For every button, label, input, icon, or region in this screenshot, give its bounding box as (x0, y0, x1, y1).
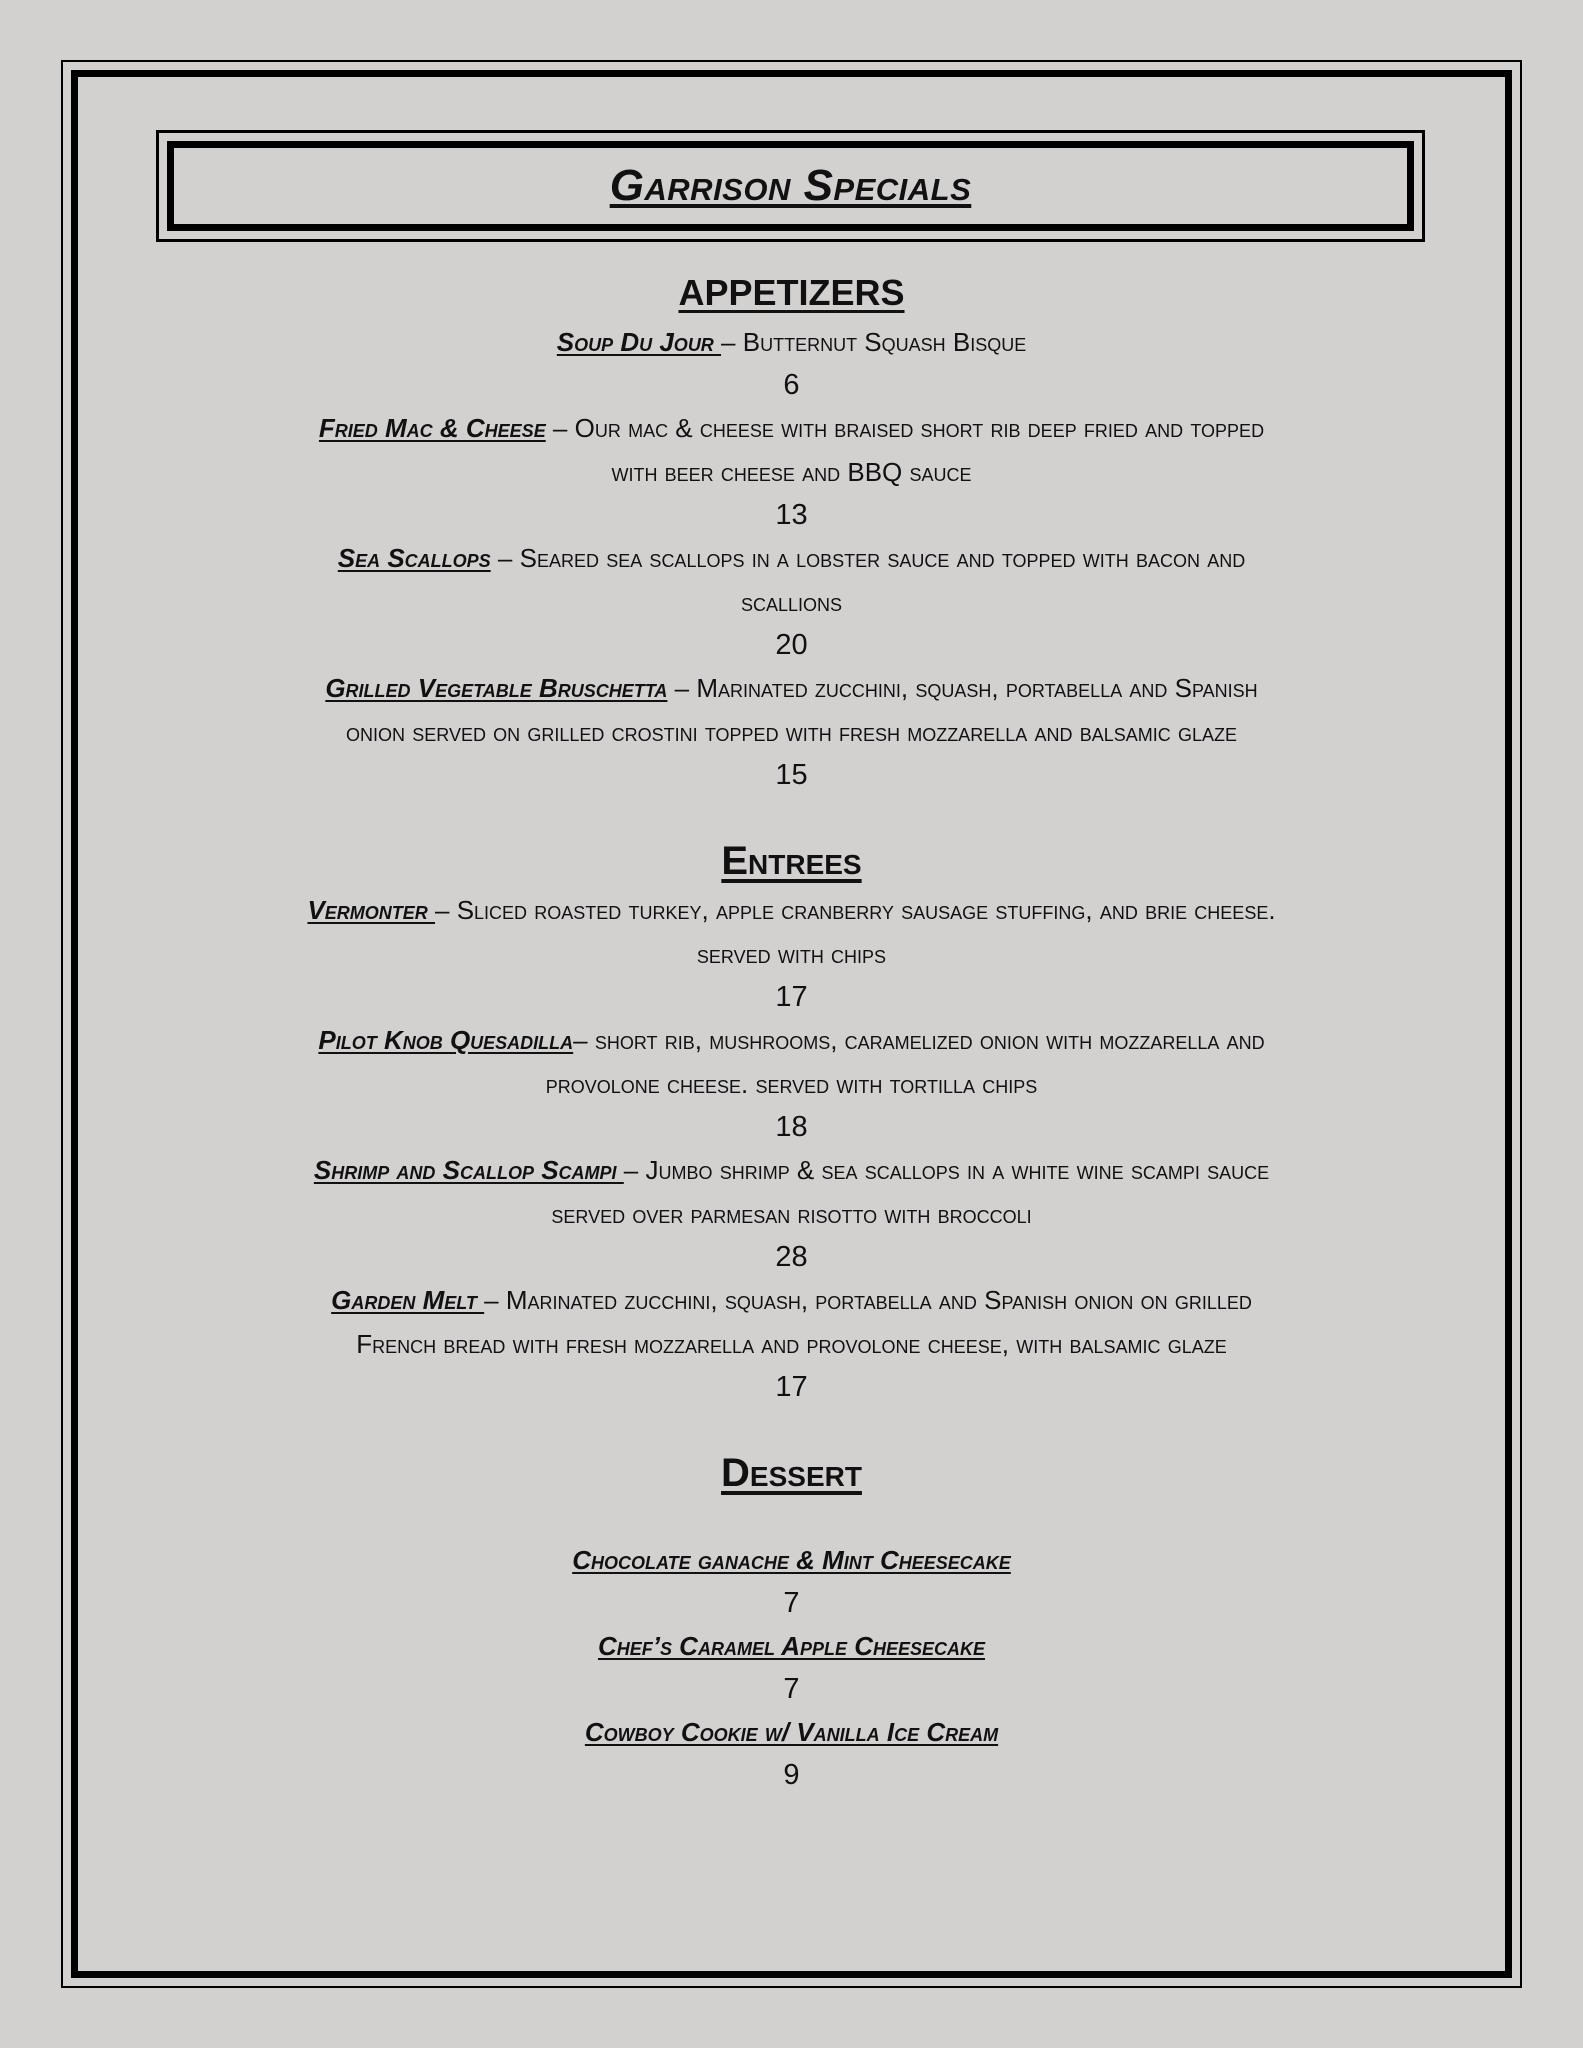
item-description: Butternut Squash Bisque (742, 327, 1027, 357)
item-name: Chef’s Caramel Apple Cheesecake (597, 1631, 986, 1661)
item-name: Cowboy Cookie w/ Vanilla Ice Cream (584, 1717, 999, 1747)
item-line (0, 1018, 1583, 1062)
menu-item (0, 1018, 1583, 1148)
spacer (0, 1500, 1583, 1538)
item-description: short rib, mushrooms, caramelized onion with mozzarella and (594, 1025, 1265, 1055)
item-description: Jumbo shrimp & sea scallops in a white wine scampi sauce (645, 1155, 1270, 1185)
item-name: Garden Melt (331, 1285, 485, 1315)
item-line (0, 1278, 1583, 1322)
menu-item (0, 666, 1583, 796)
item-description: Our mac & cheese with braised short rib deep fried and topped (574, 413, 1265, 443)
item-price: 17 (775, 981, 808, 1013)
item-line (0, 888, 1583, 932)
item-separator: – (484, 1285, 506, 1315)
entrees-heading: Entrees (721, 839, 862, 883)
item-separator: – (545, 413, 575, 443)
menu-item (0, 1538, 1583, 1624)
item-separator: – (721, 327, 743, 357)
item-price: 13 (775, 499, 808, 531)
item-description-continued: served over parmesan risotto with broccoli (551, 1199, 1032, 1229)
item-price: 7 (783, 1587, 800, 1619)
item-description-continued: provolone cheese. served with tortilla chips (545, 1069, 1038, 1099)
item-name: Pilot Knob Quesadilla (318, 1025, 574, 1055)
dessert-section (0, 1446, 1583, 1796)
item-line (0, 406, 1583, 450)
item-price: 7 (783, 1673, 800, 1705)
item-description-continued: served with chips (696, 939, 887, 969)
item-price: 9 (783, 1759, 800, 1791)
menu-item (0, 1278, 1583, 1408)
item-price: 15 (775, 759, 808, 791)
item-name: Chocolate ganache & Mint Cheesecake (572, 1545, 1011, 1575)
item-description-continued: scallions (740, 587, 843, 617)
item-line (0, 536, 1583, 580)
title-box-inner (167, 141, 1414, 231)
item-separator: – (490, 543, 520, 573)
item-separator: – (623, 1155, 646, 1185)
item-description-continued: French bread with fresh mozzarella and provolone cheese, with balsamic glaze (356, 1329, 1227, 1359)
item-description: Marinated zucchini, squash, portabella and Spanish (696, 673, 1258, 703)
menu-item (0, 320, 1583, 406)
item-price: 18 (775, 1111, 808, 1143)
item-price: 28 (775, 1241, 808, 1273)
item-separator: – (573, 1025, 595, 1055)
item-description: Sliced roasted turkey, apple cranberry sausage stuffing, and brie cheese. (456, 895, 1276, 925)
item-price: 6 (783, 369, 800, 401)
item-name: Vermonter (307, 895, 436, 925)
entrees-section (0, 834, 1583, 1408)
item-price: 17 (775, 1371, 808, 1403)
item-description-continued: with beer cheese and BBQ sauce (611, 457, 972, 487)
menu-item (0, 406, 1583, 536)
item-description-continued: onion served on grilled crostini topped with fresh mozzarella and balsamic glaze (346, 717, 1237, 747)
appetizers-heading: APPETIZERS (678, 272, 905, 313)
item-name: Fried Mac & Cheese (318, 413, 546, 443)
item-name: Grilled Vegetable Bruschetta (325, 673, 668, 703)
item-name: Soup Du Jour (556, 327, 722, 357)
item-name: Sea Scallops (337, 543, 491, 573)
dessert-heading: Dessert (721, 1451, 862, 1495)
appetizers-section (0, 266, 1583, 796)
menu-title: Garrison Specials (609, 161, 972, 210)
item-description: Seared sea scallops in a lobster sauce and topped with bacon and (519, 543, 1246, 573)
item-line (0, 1148, 1583, 1192)
menu-item (0, 536, 1583, 666)
item-name: Shrimp and Scallop Scampi (313, 1155, 624, 1185)
item-line (0, 320, 1583, 364)
title-box (156, 130, 1425, 242)
menu-item (0, 888, 1583, 1018)
item-separator: – (667, 673, 697, 703)
item-price: 20 (775, 629, 808, 661)
menu-item (0, 1624, 1583, 1710)
menu-item (0, 1148, 1583, 1278)
menu-item (0, 1710, 1583, 1796)
item-line (0, 666, 1583, 710)
item-separator: – (435, 895, 457, 925)
item-description: Marinated zucchini, squash, portabella and Spanish onion on grilled (505, 1285, 1252, 1315)
